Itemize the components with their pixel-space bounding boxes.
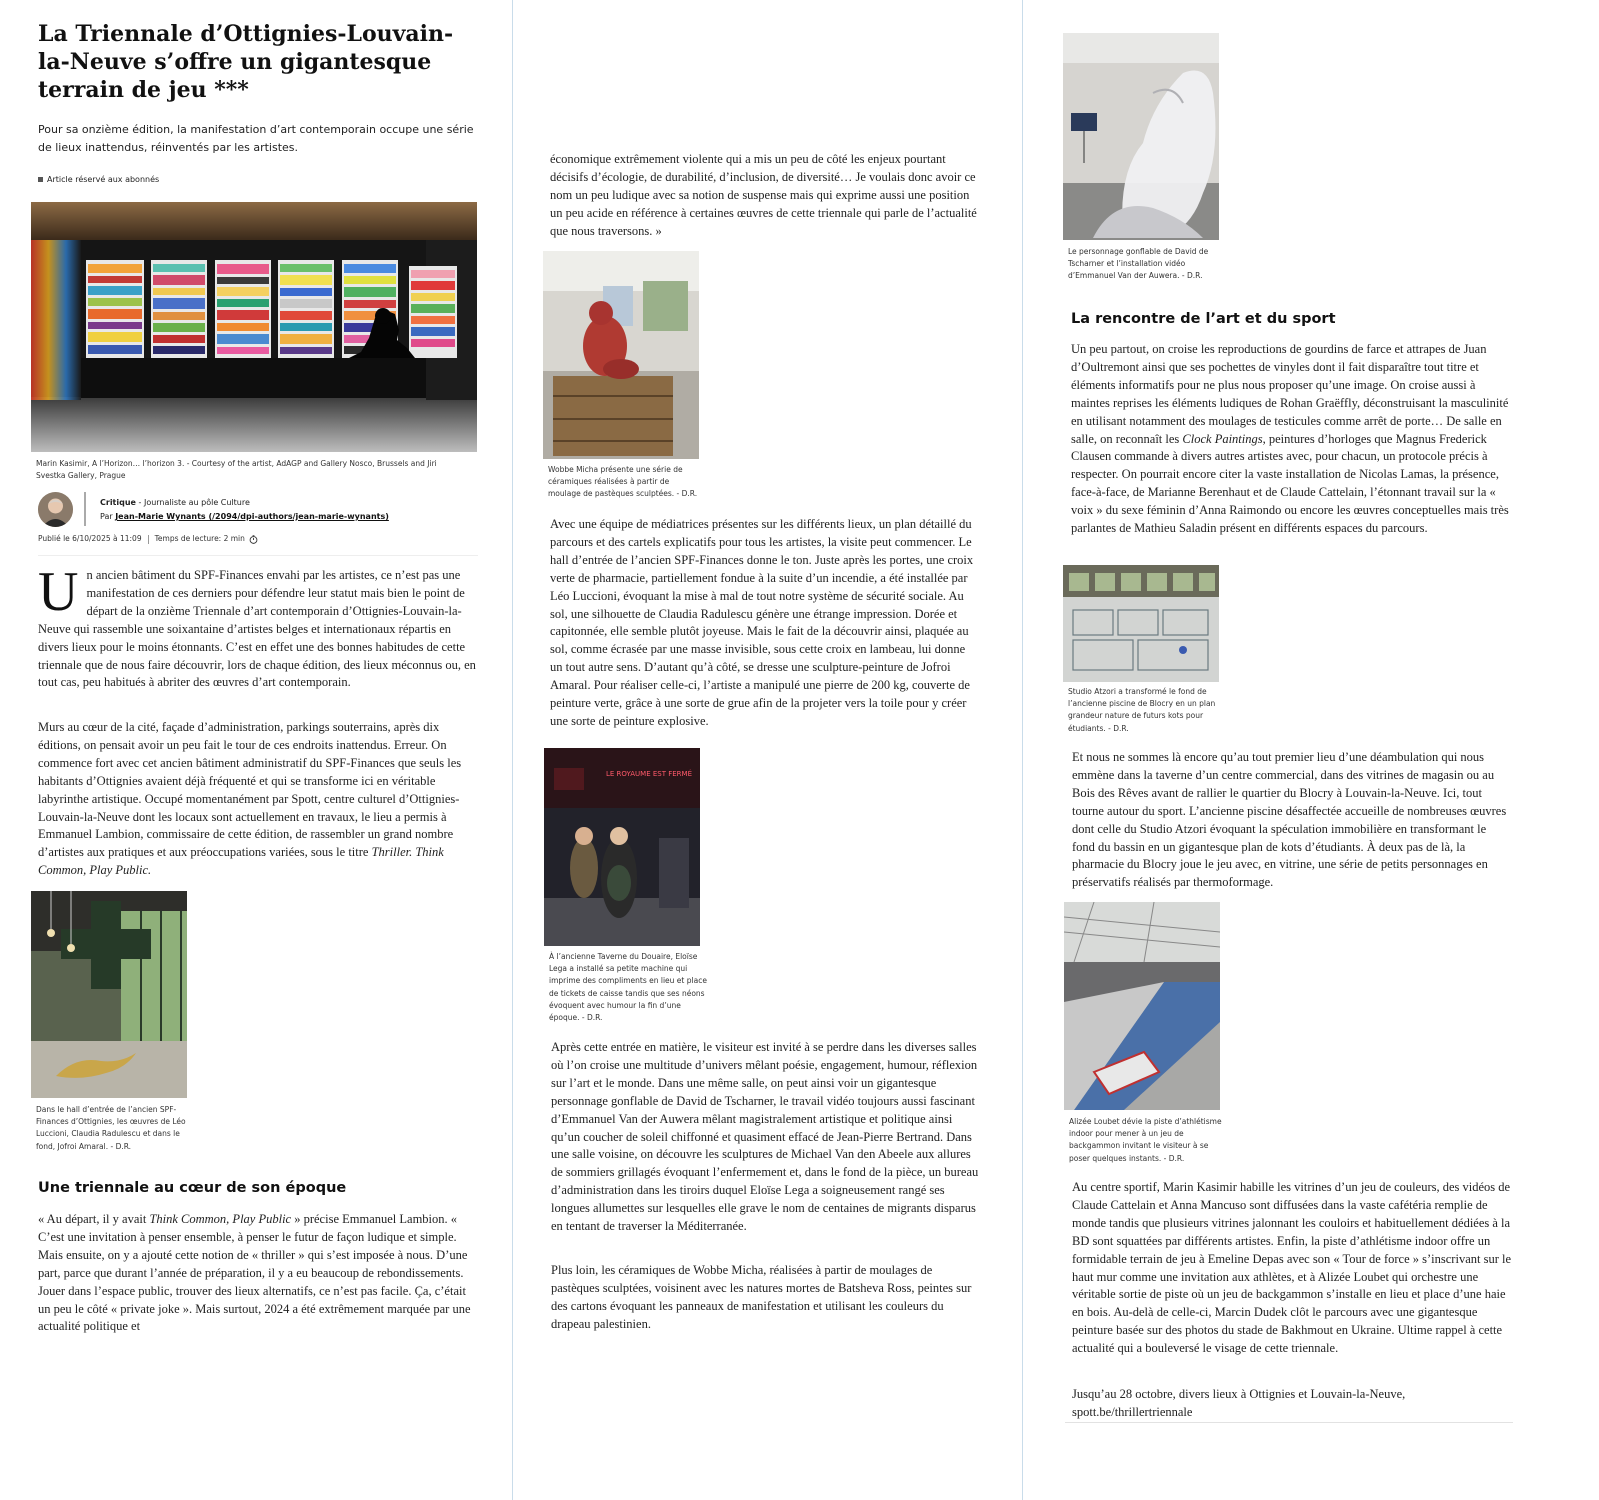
hall-caption: Dans le hall d’entrée de l’ancien SPF-Finances d’Ottignies, les œuvres de Léo Luccioni, Claudia Radulescu et dans le fond, Jofroi Amaral. - D.R. bbox=[36, 1105, 186, 1151]
hero-illustration bbox=[31, 202, 477, 452]
author-name-line bbox=[100, 510, 389, 524]
dates-info bbox=[1072, 1386, 1512, 1422]
loubet-image bbox=[1064, 902, 1220, 1110]
author-block bbox=[38, 492, 478, 528]
author-role: Critique bbox=[100, 498, 136, 507]
taverne-illustration bbox=[544, 748, 700, 946]
hall-illustration bbox=[31, 891, 187, 1098]
paragraph-2-text: Murs au cœur de la cité, façade d’administration, parkings souterrains, après dix éditions, on pensait avoir un peu fait le tour de ces endroits inattendus. Erreur. On commence fort avec cet ancien bâtiment administratif du SPF-Finances que seuls les habitants d’Ottignies avaient déjà fréquenté et qui se transforme ici en véritable labyrinthe artistique. Occupé momentanément par Spott, centre culturel d’Ottignies-Louvain-la-Neuve dont les locaux sont actuellement en travaux, le lieu a permis à Emmanuel Lambion, commissaire de cette édition, de rassembler un grand nombre d’artistes aux pratiques et aux préoccupations variées, sous le titre bbox=[38, 720, 462, 860]
column-2 bbox=[522, 0, 1042, 1500]
paragraph-2 bbox=[38, 719, 476, 880]
paragraph-6: Plus loin, les céramiques de Wobbe Micha, réalisées à partir de moulages de pastèques sculptées, voisinent avec les natures mortes de Batsheva Ross, peintes sur des cartons évoquant les panneaux de manifestation et utilisant les couleurs du drapeau palestinien. bbox=[551, 1263, 972, 1331]
loubet-caption: Alizée Loubet dévie la piste d’athlétisme indoor pour mener à un jeu de backgammon invitant le visiteur à se poser quelques instants. - D.R. bbox=[1069, 1117, 1222, 1163]
article-lead: Pour sa onzième édition, la manifestation d’art contemporain occupe une série de lieux inattendus, réinventés par les artistes. bbox=[38, 123, 474, 154]
clock-icon bbox=[249, 535, 258, 544]
paragraph-3-b: » précise Emmanuel Lambion. « C’est une invitation à penser ensemble, à penser le futur de façon ludique et simple. Mais ensuite, on y a ajouté cette notion de « thriller » qui s’est imposée à nous. D’une part, parce que durant l’année de préparation, il y a eu beaucoup de rebondissements. Jouer dans l’espace public, trouver des lieux alternatifs, ce n’est pas facile. Ça, c’était un peu le côté « private joke ». Mais surtout, 2024 a été extrêmement marquée par une actualité politique et bbox=[38, 1212, 471, 1334]
section-heading-triennale: Une triennale au cœur de son époque bbox=[38, 1180, 347, 1196]
gonflable-illustration bbox=[1063, 33, 1219, 240]
drop-cap: U bbox=[38, 561, 79, 623]
meta-separator bbox=[148, 535, 149, 544]
author-role-line bbox=[100, 496, 389, 510]
taverne-image bbox=[544, 748, 700, 946]
micha-caption: Wobbe Micha présente une série de céramiques réalisées à partir de moulage de pastèques sculptées. - D.R. bbox=[548, 465, 698, 499]
dates-line: Jusqu’au 28 octobre, divers lieux à Ottignies et Louvain-la-Neuve, bbox=[1072, 1387, 1406, 1401]
footer-rule bbox=[1065, 1422, 1513, 1423]
micha-image bbox=[543, 251, 699, 459]
website-link[interactable]: spott.be/thrillertriennale bbox=[1072, 1404, 1193, 1419]
avatar[interactable] bbox=[38, 492, 73, 527]
author-info bbox=[100, 496, 389, 524]
think-common-title: Think Common, Play Public bbox=[149, 1212, 292, 1226]
loubet-illustration bbox=[1064, 902, 1220, 1110]
author-divider bbox=[84, 492, 86, 526]
paragraph-1-text: n ancien bâtiment du SPF-Finances envahi par les artistes, ce n’est pas une manifestation de ces derniers pour défendre leur statut mais bien le point de départ de la onzième Triennale d’art contemporain d’Ottignies-Louvain-la-Neuve qui rassemble une soixantaine d’artistes belges et internationaux répartis en divers lieux pour le moins étonnants. C’est en effet une des bonnes habitudes de cette triennale que de nous faire découvrir, lors de chaque édition, des lieux méconnus ou, en tout cas, peu habitués à abriter des œuvres d’art contemporain. bbox=[38, 568, 476, 690]
thriller-title: Thriller. Think Common, Play Public. bbox=[38, 845, 444, 878]
paragraph-7-b: , peintures d’horloges que Magnus Frederick Clausen commande à divers autres artistes avec, pour chacun, un protocole précis à respecter. On pourrait encore citer la vaste installation de Nicolas Lamas, la présence, face-à-face, de Marianne Berenhaut et de Claude Cattelain, l’étonnant travail sur la « voix » du sexe féminin d’Anna Raimondo ou encore les œuvres conceptuelles mais très parlantes de Mathieu Saladin présent en différents espaces du parcours. bbox=[1071, 431, 1509, 536]
hero-image bbox=[31, 202, 477, 452]
atzori-caption: Studio Atzori a transformé le fond de l’ancienne piscine de Blocry en un plan grandeur nature de futurs kots pour étudiants. - D.R. bbox=[1068, 687, 1216, 733]
publication-row bbox=[38, 534, 258, 544]
reading-time: Temps de lecture: 2 min bbox=[154, 534, 245, 543]
paragraph-4: Avec une équipe de médiatrices présentes sur les différents lieux, un plan détaillé du parcours et des cartels explicatifs pour tous les artistes, la visite peut commencer. Le hall d’entrée de l’ancien SPF-Finances donne le ton. Juste après les portes, une croix verte de pharmacie, partiellement fondue à la suite d’un incendie, a été installée par Léo Luccioni, évoquant la mise à mal de tout notre système de sécurité sociale. Au sol, une silhouette de Claudia Radulescu génère une étrange impression. Dorée et capitonnée, elle semble plutôt joyeuse. Mais le fait de la découvrir ainsi, plaquée au sol, comme écrasée par une masse invisible, sous cette croix en lambeau, lui donne un tout autre sens. D’autant qu’à côté, se dresse une sculpture-peinture de Jofroi Amaral. Pour réaliser celle-ci, l’artiste a manipulé une pierre de 200 kg, couverte de peinture verte, grâce à une sorte de grue afin de la projeter vers la toile pour y créer une sorte de peinture explosive. bbox=[550, 517, 974, 728]
gonflable-caption: Le personnage gonflable de David de Tscharner et l’installation vidéo d’Emmanuel Van der Auwera. - D.R. bbox=[1068, 247, 1209, 281]
atzori-illustration bbox=[1063, 565, 1219, 682]
neon-sign: LE ROYAUME EST FERMÉ bbox=[605, 770, 693, 778]
paragraph-3-a: « Au départ, il y avait bbox=[38, 1212, 150, 1226]
gonflable-image bbox=[1063, 33, 1219, 240]
subscriber-label: Article réservé aux abonnés bbox=[47, 175, 160, 184]
column-3 bbox=[1044, 0, 1599, 1500]
paragraph-8: Et nous ne sommes là encore qu’au tout premier lieu d’une déambulation qui nous emmène dans la taverne d’un centre commercial, dans des vitrines de magasin ou au Bois des Rêves avant de rallier le quartier du Blocry à Louvain-la-Neuve. Ici, tout tourne autour du sport. L’ancienne piscine désaffectée accueille de nombreuses œuvres dont celle du Studio Atzori évoquant la spéculation immobilière en transformant le fond du bassin en un gigantesque plan de kots d’étudiants. À deux pas de là, la pharmacie du Blocry joue le jeu avec, en vitrine, une série de petits personnages en préservatifs réalisés par thermoformage. bbox=[1072, 750, 1507, 890]
paragraph-9: Au centre sportif, Marin Kasimir habille les vitrines d’un jeu de couleurs, des vidéos de Claude Cattelain et Anna Mancuso sont diffusées dans la vaste cafétéria remplie de monde tandis que plusieurs vitrines jalonnant les couloirs et habituellement dédiées à la BD sont squattées par différents artistes. Enfin, la piste d’athlétisme indoor offre un formidable terrain de jeu à Emeline Depas avec son « Tour de force » s’inscrivant sur le haut mur comme une invitation aux athlètes, et à Alizée Loubet qui orchestre une véritable sortie de piste où un jeu de backgammon s’installe en lieu et place d’une haie en bois. Au-delà de celle-ci, Marcin Dudek clôt le parcours avec une gigantesque peinture basée sur des photos du stade de Bakhmout en Ukraine. Ultime rappel à cette actualité qui a bouleversé le visage de cette triennale. bbox=[1072, 1180, 1512, 1356]
avatar-illustration bbox=[38, 492, 73, 527]
section-heading-sport: La rencontre de l’art et du sport bbox=[1071, 311, 1336, 327]
published-date: Publié le 6/10/2025 à 11:09 bbox=[38, 534, 142, 543]
atzori-image bbox=[1063, 565, 1219, 682]
taverne-caption: À l’ancienne Taverne du Douaire, Eloïse Lega a installé sa petite machine qui imprime des compliments en lieu et place de tickets de caisse tandis que ses néons évoquent avec humour la fin d’une époque. - D.R. bbox=[549, 952, 707, 1023]
column-1 bbox=[0, 0, 520, 1500]
paragraph-3 bbox=[38, 1211, 476, 1336]
author-link[interactable]: Jean-Marie Wynants (/2094/dpi-authors/jean-marie-wynants) bbox=[115, 512, 389, 521]
paragraph-1 bbox=[38, 561, 476, 692]
square-icon bbox=[38, 177, 43, 182]
paragraph-7-a: Un peu partout, on croise les reproductions de gourdins de farce et attrapes de Juan d’Oultremont ainsi que ses pochettes de vinyles dont il fait disparaître tout titre et éléments informatifs pour ne plus nous proposer qu’une image. On croise aussi à maintes reprises les éléments ludiques de Rohan Graëffly, déconstruisant la masculinité en utilisant notamment des moulages de testicules comme arrêt de porte… De salle en salle, on reconnaît les bbox=[1071, 342, 1509, 446]
author-desc: - Journaliste au pôle Culture bbox=[135, 498, 250, 507]
micha-illustration bbox=[543, 251, 699, 459]
hall-image bbox=[31, 891, 187, 1098]
article-title: La Triennale d’Ottignies-Louvain-la-Neuve s’offre un gigantesque terrain de jeu *** bbox=[38, 21, 454, 103]
paragraph-7 bbox=[1071, 341, 1511, 538]
paragraph-3-continued: économique extrêmement violente qui a mis un peu de côté les enjeux pourtant décisifs d’écologie, de durabilité, d’inclusion, de diversité… Je voulais donc avoir ce nom un peu ludique avec sa notion de suspense mais qui exprime aussi une position un peu acide en référence à certaines œuvres de cette triennale qui parle de l’actualité que nous traversons. » bbox=[550, 152, 977, 238]
hero-caption: Marin Kasimir, A l’Horizon… l’horizon 3. - Courtesy of the artist, AdAGP and Gallery Nosco, Brussels and Jiri Svestka Gallery, Prague bbox=[36, 459, 437, 481]
author-by: Par bbox=[100, 512, 116, 521]
subscriber-badge bbox=[38, 175, 159, 184]
paragraph-5: Après cette entrée en matière, le visiteur est invité à se perdre dans les diverses salles où l’on croise une multitude d’univers mêlant poésie, engagement, humour, réflexion sur l’art et le monde. Dans une même salle, on peut ainsi voir un gigantesque personnage gonflable de David de Tscharner, le travail vidéo toujours aussi fascinant d’Emmanuel Van der Auwera mêlant magistralement artistique et politique ainsi qu’un coucher de soleil chiffonné et quasiment effacé de Jean-Pierre Bertrand. Dans une salle voisine, on découvre les sculptures de Michael Van den Abeele aux allures de sommiers grillagés évoquant l’enfermement et, dans le fond de la pièce, un bureau d’administration dans les tiroirs duquel Eloïse Lega a soigneusement rangé ses longues allumettes sur lesquelles elle grave le nom de centaines de migrants disparus en tentant de traverser la Méditerranée. bbox=[551, 1040, 979, 1234]
clock-paintings-title: Clock Paintings bbox=[1182, 431, 1263, 446]
meta-rule bbox=[38, 555, 478, 556]
